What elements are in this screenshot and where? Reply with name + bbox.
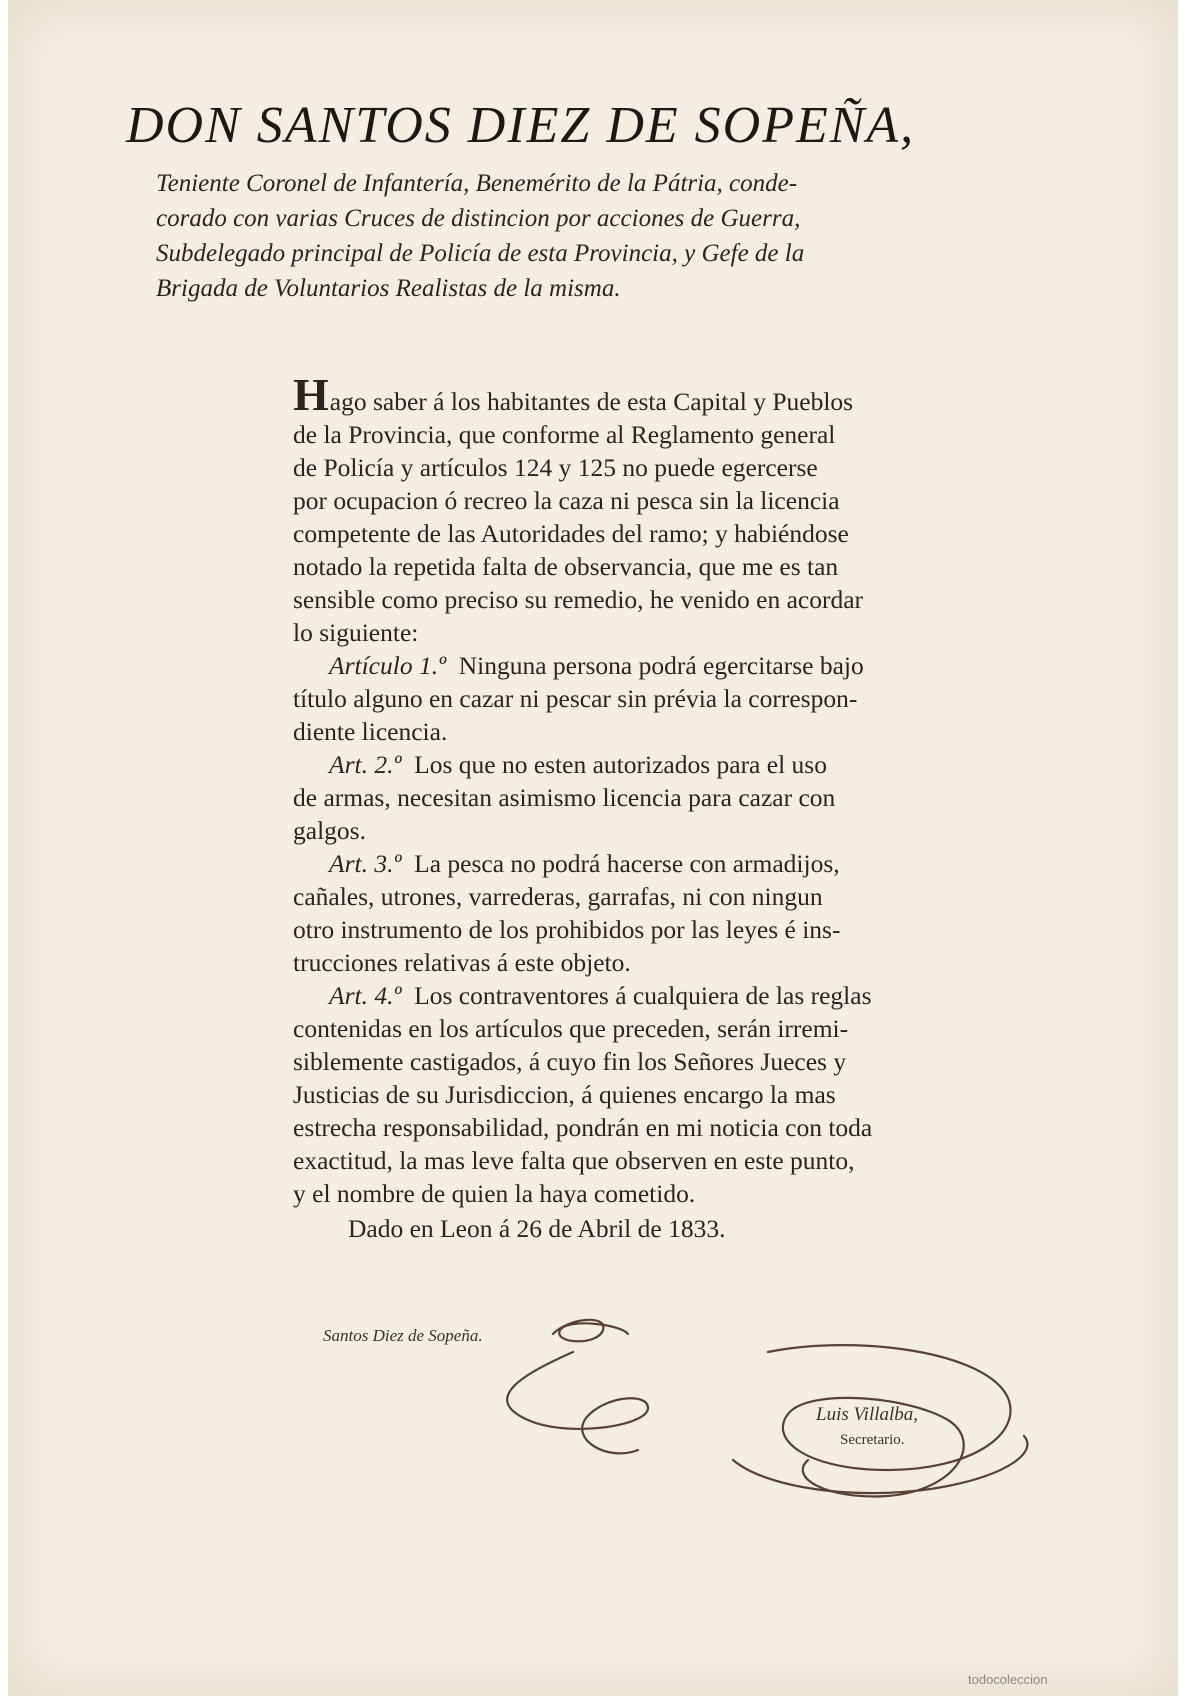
watermark-text: todocoleccion: [968, 1672, 1048, 1687]
signature-luis-villalba: Luis Villalba,: [816, 1404, 919, 1425]
subtitle-line: Subdelegado principal de Policía de esta Provincia, y Gefe de la: [156, 240, 805, 267]
intro-line: de la Provincia, que conforme al Reglamento general: [293, 420, 836, 449]
article-line: otro instrumento de los prohibidos por las leyes é ins-: [293, 915, 841, 944]
intro-line: lo siguiente:: [293, 618, 419, 647]
intro-line: sensible como preciso su remedio, he venido en acordar: [293, 585, 864, 614]
article-3-heading: Art. 3.º: [329, 849, 402, 878]
article-line: contenidas en los artículos que preceden, serán irremi-: [293, 1014, 849, 1043]
article-line: exactitud, la mas leve falta que observen en este punto,: [293, 1146, 855, 1175]
intro-line: competente de las Autoridades del ramo; y habiéndose: [293, 519, 849, 548]
article-line: estrecha responsabilidad, pondrán en mi noticia con toda: [293, 1113, 873, 1142]
drop-cap: H: [293, 369, 329, 420]
subtitle-line: Teniente Coronel de Infantería, Benemérito de la Pátria, conde-: [156, 170, 798, 197]
signature-flourishes: [8, 0, 1178, 1696]
intro-line: de Policía y artículos 124 y 125 no puede egercerse: [293, 453, 818, 482]
article-line: cañales, utrones, varrederas, garrafas, ni con ningun: [293, 882, 823, 911]
article-line: trucciones relativas á este objeto.: [293, 948, 631, 977]
subtitle-line: corado con varias Cruces de distincion por acciones de Guerra,: [156, 205, 801, 232]
subtitle-line: Brigada de Voluntarios Realistas de la misma.: [156, 275, 621, 302]
signature-title-secretario: Secretario.: [840, 1432, 905, 1448]
article-4-text: Los contraventores á cualquiera de las reglas: [414, 981, 872, 1010]
intro-line: notado la repetida falta de observancia, que me es tan: [293, 552, 839, 581]
date-line: Dado en Leon á 26 de Abril de 1833.: [348, 1214, 726, 1243]
article-line: siblemente castigados, á cuyo fin los Señores Jueces y: [293, 1047, 847, 1076]
article-line: y el nombre de quien la haya cometido.: [293, 1179, 696, 1208]
signature-santos-diez: Santos Diez de Sopeña.: [323, 1326, 483, 1345]
left-rubric-flourish: [507, 1320, 648, 1454]
article-1-text: Ninguna persona podrá egercitarse bajo: [458, 651, 864, 680]
article-4-heading: Art. 4.º: [329, 981, 402, 1010]
article-line: Justicias de su Jurisdiccion, á quienes encargo la mas: [293, 1080, 836, 1109]
article-1-heading: Artículo 1.º: [329, 651, 446, 680]
article-line: diente licencia.: [293, 717, 448, 746]
intro-line: por ocupacion ó recreo la caza ni pesca sin la licencia: [293, 486, 840, 515]
article-line: de armas, necesitan asimismo licencia para cazar con: [293, 783, 836, 812]
article-line: galgos.: [293, 816, 366, 845]
document-sheet: [8, 0, 1178, 1696]
document-title: DON SANTOS DIEZ DE SOPEÑA,: [126, 97, 916, 154]
article-3-text: La pesca no podrá hacerse con armadijos,: [414, 849, 840, 878]
article-2-text: Los que no esten autorizados para el uso: [414, 750, 827, 779]
article-line: título alguno en cazar ni pescar sin prévia la correspon-: [293, 684, 858, 713]
intro-first-line-text: ago saber á los habitantes de esta Capital y Pueblos: [329, 387, 854, 416]
article-2-heading: Art. 2.º: [329, 750, 402, 779]
